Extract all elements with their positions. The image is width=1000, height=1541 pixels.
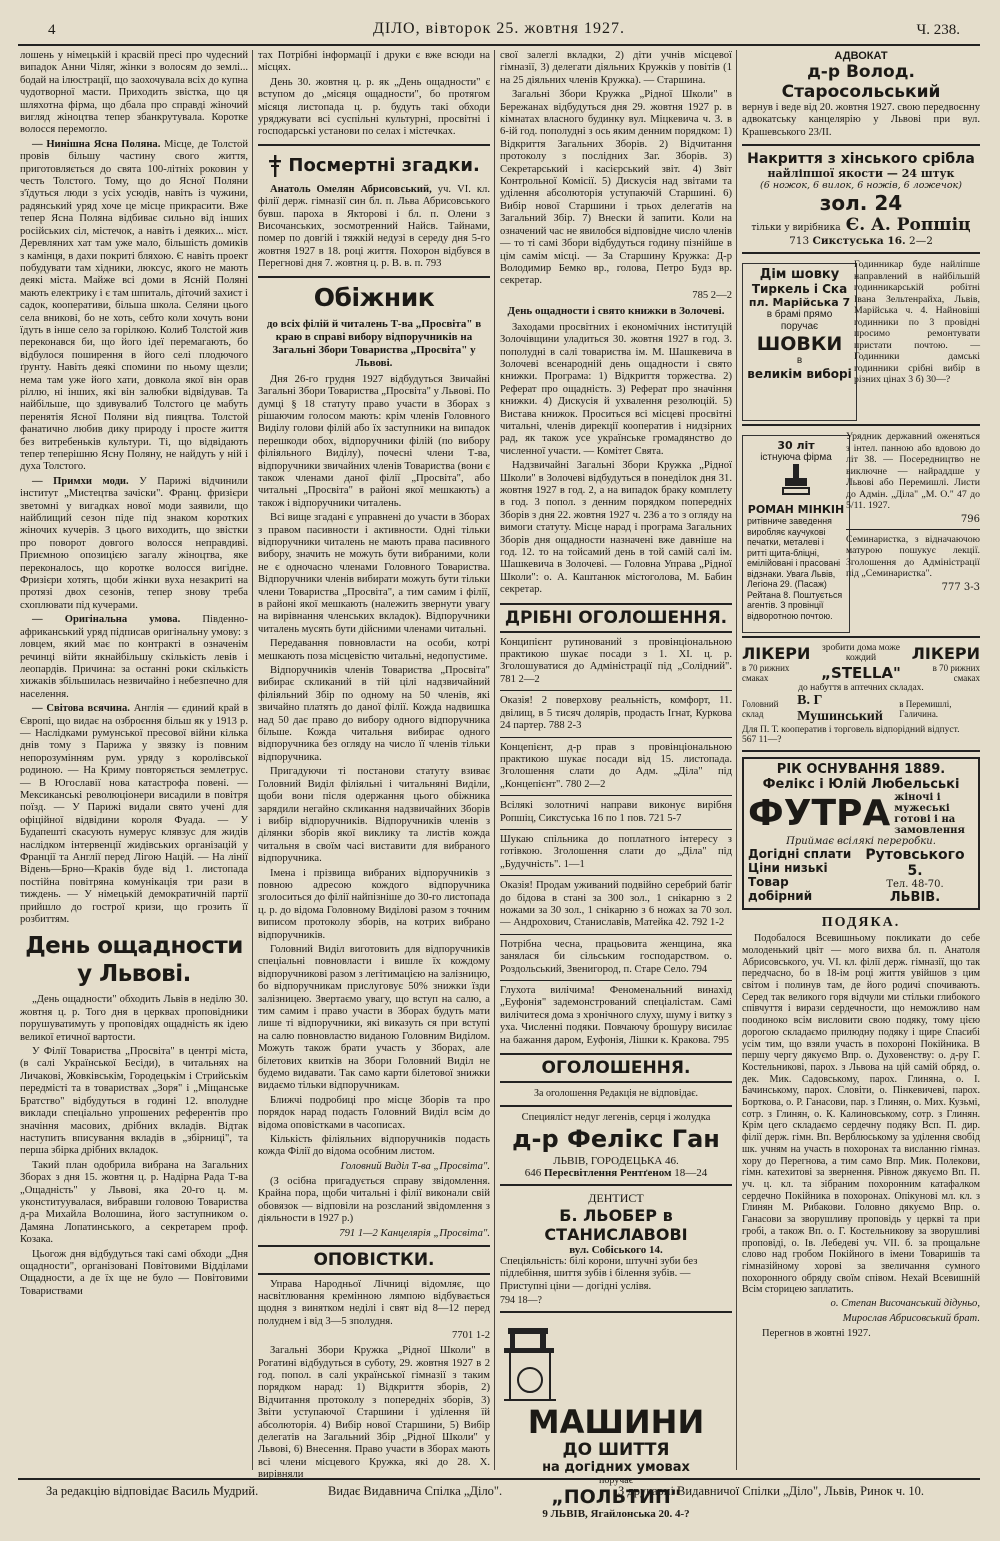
divider: [742, 252, 980, 254]
notice-text: Заходами просвітних і економічних інституцій Золочівщини уладиться 30. жовтня 1927 в год. 3. пополудні в салі товариства ім. М. Шашкевича в Золочеві всенародній день ощадности і свято книжки. Програма: 1) Відкриття торжества. 2) Реферат про ощадність. 3) Реферат про значіння книжки. 4) Дискусія й ухвалення резолюцій. 5) Вистава книжок. Проситься всі місцеві просвітні читальні, членів дирекції кооператив і нидзірних рад, як також усе українське громадянство до численної участи. — Комітет Свята.: [500, 321, 732, 457]
ad-dentist: ДЕНТИСТ Б. ЛЬОБЕР в СТАНИСЛАВОВІ вул. Собіського 14. Спеціяльність: білі корони, штучні зуби без підлебіння, шиття зубів і білення зубів. — Приступні ціни — догідні услівя. 794 18—?: [500, 1191, 698, 1307]
divider: [500, 737, 732, 738]
divider: [258, 276, 490, 278]
footer-editor: За редакцію відповідає Василь Мудрий.: [46, 1484, 259, 1498]
circular-heading: Обіжник: [313, 282, 435, 312]
article-text: Всі вище згадані є управнені до участи в Зборах з правом пасивности і активности. Одні тільки відпоручники читалень не мають права пасивного вибору, значить не можуть бути вибраними, коли не є одночасно членами Головного Товариства. Відпоручники членів вибирати можуть бути тільки члени Товариства „Просвіта", а тим самим і філії, в районі якої мешкають (належить звернути увагу на вирівнання членських вкладок). Відпоручники читалень мусять бути дійсними членами читальні.: [258, 512, 490, 635]
ad-lawyer: АДВОКАТ д-р Волод. Старосольський вернув і веде від 20. жовтня 1927. свою передвоєнну адвокатську канцелярію у Львові при вул. Крашевського 23/II.: [742, 50, 980, 138]
signature: Мирослав Абрисовський брат.: [842, 1313, 980, 1325]
circular-subheading: до всіх філій й читалень Т-ва „Просвіта" в краю в справі вибору відпоручників на Загальні Збори Товариства „Просвіта" у Львові.: [266, 317, 482, 369]
ad-silk-house: Дім шовку Тиркель і Ска пл. Марійська 7 в брамі прямо поручає ШОВКИ в великім виборі: [742, 263, 857, 421]
article-text: Цьогож дня відбудуться такі самі обходи „Дня ощадности", організовані Повітовими Відділами Ощадности, а де їх ще не було — Повітовими Товариствами: [20, 1248, 248, 1297]
column-divider: [494, 50, 495, 1470]
divider: [742, 424, 980, 426]
divider: [258, 144, 490, 146]
issue-number: Ч. 238.: [916, 22, 960, 38]
article-text: Місце, де Толстой провів більшу частину свого життя, приготовляється до свята 100-літніх роковин у честь Толстого. Тому, що до Ясної Поляни з'їдуться люди з усіх усюдів, навіть із чужини, радянський уряд хоче це місце прикрасити. Вже тепер Ясна Поляна відбиває сильно від інших російських сіл, містечок, а навіть і деяких... міст. Деревляних хат там уже мало, більшість домиків з камінця, в дахи покриті бляхою. Є навіть проект побудувати там хідники, люксус, якого не мають деякі міста. Майже всі доми в Ясній Поляні мають електрику і є там шпиталь, діточий захист і садок, кооперативи, більша школа. Селяни цього села вникові, бо не хоть, себто коли хочуть вони їдуть в інше село за горілкою. Колиб Толстой жив переконався би, що його ідеї перемагають, бо відбулося поширення в його селі плодючого ґрунту. Навіть деякі спомини по ньому щезли; нема там уже його хати, довкола якої він орав ріллю, ні інших, які він залюбки відвідував. Та найбільше, що здивувалиб Толстого це мабуть перенятія Ясної Поляни від пияцтва. Толстой фанатично любив дику природу і просте життя без витребеньків культури. Ті, що відвідають тепер теперішню Ясну Поляну, не найдуть у ній і духа Толстого.: [20, 138, 249, 473]
headline-saving-day: День ощадности у Львові.: [25, 933, 243, 988]
ad-silverware: Накриття з хінського срібла найліпшої якости — 24 штук (6 ножок, 6 вилок, 6 ножів, 6 ложечок) зол. 24 тільки у вирібника Є. А. Ропшіц 713 Сикстуська 16. 2—2: [747, 151, 975, 248]
ad-number: 785 2—2: [692, 289, 732, 301]
article-text: Пригадуючи ті постанови статуту взиває Головний Виділ філіяльні і читальняні Виділи, щоби вони після одержання цього обіжника зарядили негайно скликання надзвичайних Зборів і вибір відпоручників. Відпоручників членів з ділянки зборів якої виклику та листів кожда читальня в своїм часі виставити для вибраного відпоручника.: [258, 766, 490, 865]
article-text: Дня 26-го грудня 1927 відбудуться Звичайні Загальні Збори Товариства „Просвіта" у Львові. По думці § 18 статуту право участи в Зборах з рішаючим голосом мають: крім членів Головного Виділу голови філій або їх заступники на випадок перешкоди обох, відпоручники філій (по вибору філіяльного Виділу), почесні члени Т-ва, відпоручники звичайних членів Товариства (вони є також членами даної філії „Просвіта", або читальні „Просвіта" в районі якої мешкають) а також і відпоручники читалень.: [258, 373, 490, 509]
article-subhead: — Нинішна Ясна Поляна.: [32, 138, 161, 150]
notice-text: Загальні Збори Кружка „Рідної Школи" в Бережанах відбудуться дня 29. жовтня 1927 р. в кімнатах власного будинку вул. Міцкевича ч. 3. в 6-ій год. пополудні з ось яким денним порядком: 1) Відкриття Загальних Зборів. 2) Відчитання протоколу з послідних Заг. Зборів. 3) Секретарський і касієрський звіт. 4) Звіт Контрольної Комісії. 5) Дискусія над звітами та уділення абсолюторія уступаючій Старшині. 6) Вибір нової Старшини і трьох делегатів на Загальний Збір. 7) Внески й запити. Коли на означений час не явилобся відповідне число членів — то ті самі Збори відбудуться годину пізнійше в цім самім місці. — За Старшину Кружка: Д-р Володимир Бемко вр., голова, Петро Будз вр. секретар.: [500, 89, 732, 287]
divider: [500, 690, 732, 691]
divider: [500, 1184, 732, 1186]
column-divider: [252, 50, 253, 1470]
article-text: Передавання повновласти на особи, котрі мешкають поза місцевістю читальні, недопустиме.: [258, 638, 490, 662]
ad-liqueurs: ЛІКЕРИ зробити дома може кождий ЛІКЕРИ в 70 рижних смаках „STELLA" в 70 рижних смаках до набуття в аптечних складах. Головний склад В. Г Мушинський в Перемишлі, Галичина. Для П. Т. кооператив і торговель відпорідний відпуст. 567 11—?: [742, 643, 980, 746]
ad-number: 7701 1-2: [452, 1330, 490, 1342]
ad-furs: РІК ОСНУВАННЯ 1889. Фелікс і Юлій Любельські ФУТРА жіночі і мужеські готові і на замовлення Приймає всілякі переробки. Догідні сплати Ціни низькі Товар добірний Рутовського 5. Тел. 48-70. ЛЬВІВ.: [742, 757, 980, 910]
classified-ad: Глухота вилічима! Феноменальний винахід „Еуфонія" задемонстрований спеціалістам. Самі вилічитеся дома з хронічного слуху, шуму і витку з уха. Численні подяки. Повчаючу брошуру висилає на бажання даром, Еуфонія, Лішки к. Кракова. 795: [500, 985, 732, 1046]
column-1: [20, 50, 248, 1470]
footer-publisher: Видає Видавнича Спілка „Діло".: [328, 1484, 503, 1498]
article-text: (З осібна пригадується справу звідомлення. Крайна пора, щоби читальні і філії виконали свій обовязок — відповіли на розсланий звідомлення з діяльности в 1927 р.): [258, 1175, 490, 1225]
article-text: лошень у німецькій і красвій пресі про чудесний випадок Анни Чіляг, жінки з волосям до землі... бодай на ілюстрації, що заохочувала всіх до купна чудотворної масти. Приходить звістка, що ця шляхотна фірма, що дбала про справді жіночий вигляд жіноцтва тепер збанкрутувала. Коротке волосся перемогло.: [20, 50, 248, 136]
article-text: Відпоручників членів Товариства „Просвіта" вибирає скликаний в тій цілі надзвичайний філіяльний Збір по одному на 50 членів, які звичайно платять до даної філії. Кожда надвишка над 50 дає право до вибору одного відпоручника більше. Кожда читальня вибирає одного відпоручника без огляду на число її членів тільки відпоручника.: [258, 665, 490, 763]
ad-sewing-machines: МАШИНИ ДО ШИТТЯ на догідних умовах поручає „ПОЛЬТИП" 9 ЛЬВІВ, Ягайлонська 20. 4-?: [500, 1318, 732, 1520]
classified-ad: Концепієнт, д-р прав з провінціональною практикою шукає посади від 15. листопада. Зголошення слати до Адм. „Діла" під „Концепієнт". 780 2—2: [500, 741, 732, 790]
divider: [500, 795, 732, 796]
thanks-text: Подобалося Всевишньому покликати до себе молоденький цвіт — мого вихва бл. п. Анатоля Абрисовського, уч. VI. кл. філії держ. гімназії, що так передчасно, бо в 18-ім році життя увійшов з цим світом і полинув там, де його родичі спочивають. Серед так великого горя відчули ми стільки глибокого співчуття і вирази сердечности, що неможливо нам поодиноко всім висловити свою подяку, тому цією дорогою складаємо прилюдну подяку і щире Спасибі усім тим, що взяли участь в похороні Покійника. В першу чергу дякуємо Впр. о. Духовенству: о. д-ру Г. Костельникові, парох. з Львова на цій самій обряд, о. дек. Мик. Садовському, парох. Глиняна, о. І. Бачинському, парох. Словіти, о. Пінкевичеві, парох. Бортковa, о. Р. Ганасови, пар. з Глинян, о. Мих. Кузьмі, сотр. з Глинян, о. К. Калиновському, сотр. з Глинян. Крім цего складаємо сердечну подяку Всп. П. дир. філії держ. гімн. Вп. Верблюському за уділення свобід шк. учням на участь в похоронах та висланню гімназ. хору до Перегнова, а тим само Впр. Мик. Полекови, гімн. катехитові за звернення. Рівнож дякуємо Вп. П. уч. ц. кл. та зібраним похоронним катафалком сердечно Покійника в похоронах. Опікунові мл. кл. з Глинян М. Рибакови. Головно дякуємо Впр. о. Ганасови за зворушливу проповідь у церкві та при гробі, а також Вп. о. Г. Костельникову за зворушливі проповіді, о. Ів. Лебедеві уч. VII. б. за прощальне слово над гробом Покійного в імени Товаришів та гімназійному хорові за звеличання сумного похоронного обряду своїм співом. Нехай Всевишній Всім сторицею заплатить.: [742, 933, 980, 1296]
article-text: У Парижі відчинили інститут „Мистецтва зачіски". Франц. фризієри зветомні у вигадках нової моди заявили, що найблищий сезон піде під знаком коротких жіночих кучерів. З цього виходить, що звістки про поворот довгого волосся неправдиві. Приємною опозицією загалу жіноцтва, яке переконалось, що коротке волосся вигідне. Фризієри хотять, щоби жінки вуха незакриті на протязі двох сезонів, тепер знову треба схоплювати під кучерами.: [20, 475, 248, 611]
ads-disclaimer: За оголошення Редакція не відповідає.: [534, 1088, 698, 1100]
notice-text: Надзвичайні Загальні Збори Кружка „Рідної Школи" в Золочеві відбудуться в понеділок дня 31. жовтня 1927 в год. 2, а на випадок браку комплету в год. 3 попол. з денним порядком попередніх Зборів з дня 22. жовтня 1927 ч. 236 а то з огляду на вимоги статуту. Місце нарад і програма Загальних Зборів дня ощадности назначені вже давніше на год. 12. то на тойсамий день в той самій салі ім. Шашкевича в Золочеві. — Головна Управа „Рідної Школи": о. А. Каштанюк містоголова, М. Бабин секретар.: [500, 460, 732, 596]
divider: [742, 750, 980, 752]
article-text: Південно-африканський уряд підписав оригінальну умову: з ловцем, який має по контракті в означенім речинці війти якнайбільшу скількість левів і леопардів. Причина: за останні роки скількість хижаків збільшилась незвичайно і небезпечно для населення.: [20, 614, 248, 700]
column-3: [500, 50, 732, 1521]
article-text: „День ощадности" обходить Львів в неділю 30. жовтня ц. р. Того дня в церквах проповідники порушуватимуть у проповідях ощадність як ідею великої етичної вартости.: [20, 994, 248, 1043]
divider: [742, 144, 980, 146]
article-subhead: — Світова всячина.: [32, 703, 130, 715]
divider: [500, 829, 732, 830]
thanks-heading: ПОДЯКА.: [821, 915, 901, 931]
notice-text: Загальні Збори Кружка „Рідної Школи" в Рогатині відбудуться в суботу, 29. жовтня 1927 в 2 год. попол. в салі української гімназії з таким порядком нарад: 1) Відкриття зборів, 2) Відчитання протоколу з попередніх зборів, 3) Звіти уступаючої Старшини і уділення їй абсолюторія. 4) Вибір нової Старшини, 5) Вибір делегатів на Загальний Збір „Рідної Школи" у Львові, 6) Внесення. Право участи в Зборах мають всі члени місцевого Кружка, які до 28. Х. вирівняли: [258, 1345, 490, 1481]
small-ads-heading: ДРІБНІ ОГОЛОШЕННЯ.: [500, 603, 732, 633]
ads-row-stamps-clerk: [742, 431, 980, 631]
divider: [500, 934, 732, 935]
ad-clerk-marriage: Урядник державний оженяться з інтел. панною або вдовою до літ 38. — Посередництво не виключне — найраддше у Львові або Перемишлі. Листи до Адмін. „Діла" „М. О." 47 до 5/11. 1927. 796 Семинаристка, з відначаючою матурою пошукує лекції. Зголошення до Адміністрації під „Семинаристка". 777 3-3: [846, 431, 980, 593]
footer: [18, 1478, 980, 1498]
column-4: [742, 50, 980, 1470]
column-divider: [736, 50, 737, 1470]
article-text: Кількість філіяльних відпоручників подасть кожда Філії до відома особним листом.: [258, 1134, 490, 1158]
masthead: [18, 18, 980, 46]
page-number: 4: [48, 22, 56, 38]
classified-ad: Потрібна чесна, працьовита женщина, яка занялася би сільським господарством. о. Роздольський, Звенигород, п. Старе Село. 794: [500, 938, 732, 975]
divider: [500, 875, 732, 876]
signature: о. Степан Височанський дідуньо,: [830, 1298, 980, 1310]
classified-ad: Шукаю спільника до поплатного інтересу з готівкою. Зголошення слати до „Діла" під „Будучність". 1—1: [500, 833, 732, 870]
newspaper-title-date: ДІЛО, вівторок 25. жовтня 1927.: [372, 20, 626, 37]
thanks-place-date: Перегнов в жовтні 1927.: [762, 1328, 871, 1340]
footer-printer: З друкарні Видавничої Спілки „Діло", Львів, Ринок ч. 10.: [618, 1484, 925, 1498]
obituary-text: уч. VI. кл. філії держ. гімназії син бл. п. Льва Абрисовського бувш. пароха в Якторові і бл. п. Олени з Височанських, зосмотренний Найсв. Тайнами, помер по довгій і тяжкій недузі в середу дня 5-го жовтня 1927 в 18. році життя. Похорон відбувся в Перегнові дня 7. жовтня ц. р. В. в. п.: [258, 183, 490, 270]
ads-row-silk-clocks: [742, 259, 980, 419]
classified-ad: Всілякі золотничі направи виконує вирібня Ропшіц, Сикстуська 16 по 1 пов. 721 5-7: [500, 800, 732, 824]
article-text: Англія — єдиний край в Європі, що видає на озброєння більш як у 1913 р. — Наслідками румунської пресової війни кілька днів тому з Парижа у звязку із повним непорозумінням рум. уряду з королівської родиною. — На Криму повторяється землетрус. — В Югославії нова катастрофа повені. — Мексиканські революціонери висадили в повітря поїзд. — У Парижі видали свято учені для офіційної відвідини короля Фуада. — У Будапешті скасують нумерус клявзус для жидів наслідком інтервенції жидівських організацій у Франції та Англії перед Лігою Націй. — На лінії Відень—Брно—Краків буде від 1. листопада постійна повітряна комунікація три рази в тиждень. — У німецькій демократичній партії прийшло до гострої кризи, що грозить її розбиттям.: [20, 703, 248, 926]
divider: [846, 529, 980, 530]
ad-seminarist: Семинаристка, з відначаючою матурою пошукує лекції. Зголошення до Адміністрації під „Семинаристка".: [846, 533, 980, 580]
signature: Головний Виділ Т-ва „Просвіта".: [340, 1160, 490, 1172]
divider: [500, 1311, 732, 1313]
divider: [500, 980, 732, 981]
advertisements-heading: ОГОЛОШЕННЯ.: [500, 1053, 732, 1083]
ad-clockmaker: Годинникар буде найліпше направлений в найбільшій годинникарській робітні Івана Зельтенрайха, Львів, Марійська ч. 4. Найновіші годинники по 3 провідні просимо ремонтувати пристати почтою. — Годинники дамські годинники срібні вибір в різних цінах 3 б) 30—?: [854, 259, 980, 386]
ad-number: 793: [425, 258, 442, 270]
article-text: У Філії Товариства „Просвіта" в центрі міста, (в салі Української Бесіди), в читальнях на Личакові, Жовківськім, Городецькім і Стрийськім передмісті та в товариствах „Зоря" і „Міщанське Братство" відбудуться в годині 12. вполудне виклади спеціально упрошених референтів про значіння масових, дрібних вкладів. Відтак наступить вписування вкладів в „збірниці", та перша збірка дрібних вкладок.: [20, 1046, 248, 1157]
obituaries-heading: Посмертні згадки.: [258, 152, 490, 180]
classified-ad: Оказія! 2 поверхову реальність, комфорт, 11. двілищ, в 5 тисяч долярів, продасть Ігнат, Куркова 24 партер. 788 2-3: [500, 695, 732, 732]
notices-heading: ОПОВІСТКИ.: [258, 1245, 490, 1275]
signature: 791 1—2 Канцелярія „Просвіта".: [339, 1227, 490, 1239]
article-text: День 30. жовтня ц. р. як „День ощадности" є вступом до „місяця ощадности", бо протягом місяця листопада ц. р. будуть такі обходи уряджувати всі суспільні культурні, просвітні і господарські установи по селах і містечках.: [258, 76, 490, 138]
notice-text: Управа Народньої Лічниці відомляє, що насвітлювання кремінною лямпою відбувається щодня з винятком неділі і свят від 8—12 перед полуднем і від 3—5 зполудня.: [258, 1278, 490, 1327]
sewing-machine-icon: [500, 1318, 560, 1404]
ad-doctor-gan: Специяліст недуг легенів, серця і жолудка д-р Фелікс Ган ЛЬВІВ, ГОРОДЕЦЬКА 46. 646 Пересвітлення Рентґеном 18—24: [512, 1112, 720, 1180]
article-subhead: — Примхи моди.: [32, 475, 129, 487]
obituary-name: Анатоль Омелян Абрисовський,: [270, 183, 432, 195]
article-text: тах Потрібні інформації і друки є вже всюди на місцях.: [258, 50, 490, 74]
notice-text: свої залеглі вкладки, 2) діти учнів місцевої гімназії, 3) делегати діяльних Кружків у повітів (1 на 25 діяльних членів Кружка). — Старшина.: [500, 50, 732, 86]
column-2: [258, 50, 490, 1481]
article-text: Такий план одобрила вибрана на Загальних Зборах з дня 15. жовтня ц. р. Надірна Рада Т-ва „Ощадність" у Львові, яка 20-го ц. м. уконституувалася, вибравши головою Товариства д-ра Михайла Волошина, його заступником о. Дамяна Лопатинського, а секретарем проф. Козака.: [20, 1159, 248, 1246]
article-text: Імена і прізвища вибраних відпоручників з повною адресою кождого відпоручника зголоситься до філії найпізніше до 30-го листопада ц. р. до відома Головному Виділові разом з точним виписом протоколу зборів, на котрих вибрано відпоручників.: [258, 867, 490, 941]
classified-ad: Конципієнт рутинований з провінціональною практикою шукає посади з 1. XI. ц. р. Зголошуватися до Адміністрації під „Солідний". 781 2—2: [500, 636, 732, 685]
classified-ad: Оказія! Продам уживаний подвійно серебрий батіг до бідова в стані за 300 зол., 1 снікарню з 2 ножами за 30 зол., 1 снікарню з 6 ножах за 70 зол. — Андрохович, Станиславів, Матейка 42. 792 1-2: [500, 880, 732, 929]
cross-icon: [268, 155, 282, 177]
article-text: Головний Виділ виготовить для відпоручників спеціальні повновласти і вишле їх кождому відпоручникові разом з легітимацією на залізницю, бо відпоручникам прислуговує 50% знижки їзди залізницею. Звертаємо увагу, що вступ на салю, а тим самим і право участи в Зборах будуть мати лише ті відпоручники, які виказуть ся при вступі на салю повновластю виданою Головним Виділом. Можуть також брати участь у Зборах, але білетових квитків на Збори Головний Виділ не будемо видавати. Так само карти білетової знижки видаємо тільки відпоручникам.: [258, 943, 490, 1092]
ad-rubber-stamps: 30 літ істнуюча фірма РОМАН МІНКІН ритівниче заведення виробляє каучукові печатки, металеві і ритті щита-бліцні, емілійовані і прасовані відзнаки. Увага Львів, Легіона 29. (Пасаж) Рейтана 8. Поштується агентів. З провінції відворотною почтою.: [742, 435, 850, 633]
article-text: Ближчі подробиці про місце Зборів та про порядок нарад подасть Головний Виділ всім до відома оповістками в часописах.: [258, 1094, 490, 1131]
divider: [742, 636, 980, 638]
divider: [500, 1105, 732, 1107]
stamp-icon: [781, 464, 811, 498]
notice-heading: День ощадности і свято книжки в Золочеві.: [507, 304, 725, 317]
article-subhead: — Оригінальна умова.: [32, 614, 181, 626]
